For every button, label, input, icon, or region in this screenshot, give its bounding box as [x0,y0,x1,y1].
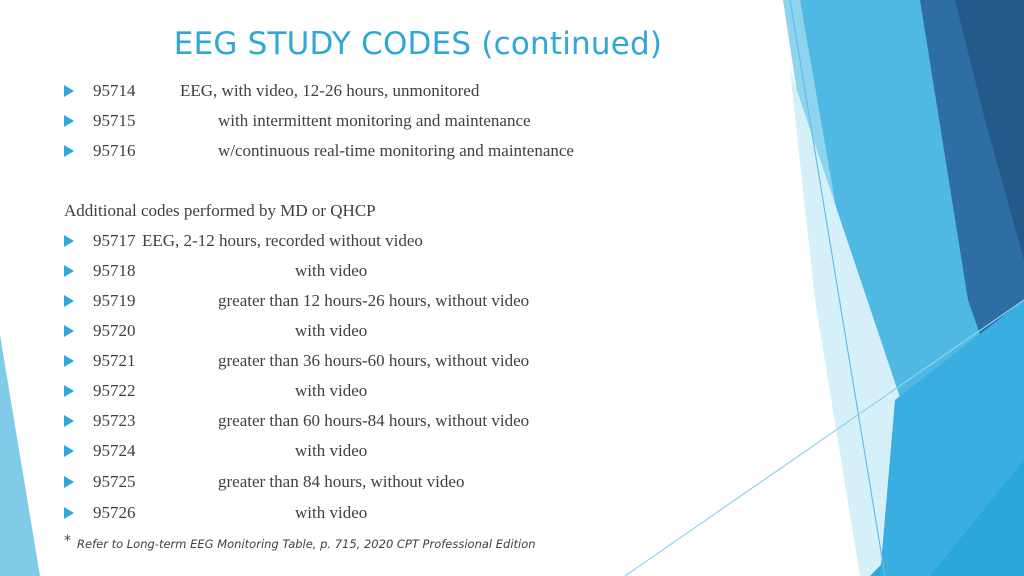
page-title: EEG STUDY CODES (continued) [173,26,663,62]
code-number: 95723 [93,411,136,430]
bullet-arrow-icon [64,355,74,367]
code-description: w/continuous real-time monitoring and maintenance [218,141,574,160]
bullet-arrow-icon [64,235,74,247]
code-description: with video [295,503,368,522]
bullet-arrow-icon [64,145,74,157]
code-number: 95726 [93,503,136,522]
code-description: greater than 60 hours-84 hours, without video [218,411,530,430]
code-description: greater than 36 hours-60 hours, without video [218,351,530,370]
bullet-arrow-icon [64,415,74,427]
code-number: 95724 [93,441,136,460]
code-number: 95716 [93,141,136,160]
code-description: EEG, 2-12 hours, recorded without video [142,231,423,250]
code-description: EEG, with video, 12-26 hours, unmonitored [180,81,480,100]
additional-codes-heading: Additional codes performed by MD or QHCP [64,201,376,220]
code-description: with video [295,441,368,460]
code-number: 95725 [93,472,136,491]
footnote [64,533,536,552]
bullet-arrow-icon [64,115,74,127]
code-number: 95720 [93,321,136,340]
left-edge-shape [0,335,40,576]
code-description: with video [295,321,368,340]
code-number: 95718 [93,261,136,280]
code-number: 95714 [93,81,136,100]
footnote-text: Refer to Long-term EEG Monitoring Table, p. 715, 2020 CPT Professional Edition [77,537,536,551]
code-number: 95719 [93,291,136,310]
bullet-arrow-icon [64,476,74,488]
code-description: greater than 84 hours, without video [218,472,465,491]
bullet-arrow-icon [64,445,74,457]
bullet-arrow-icon [64,325,74,337]
code-number: 95717 [93,231,136,250]
code-description: greater than 12 hours-26 hours, without video [218,291,530,310]
code-description: with video [295,381,368,400]
code-number: 95722 [93,381,136,400]
bullet-arrow-icon [64,295,74,307]
footnote-marker: * [64,533,71,549]
bullet-arrow-icon [64,85,74,97]
code-description: with video [295,261,368,280]
code-number: 95715 [93,111,136,130]
code-number: 95721 [93,351,136,370]
bullet-arrow-icon [64,507,74,519]
bullet-arrow-icon [64,385,74,397]
code-description: with intermittent monitoring and maintenance [218,111,531,130]
bullet-arrow-icon [64,265,74,277]
